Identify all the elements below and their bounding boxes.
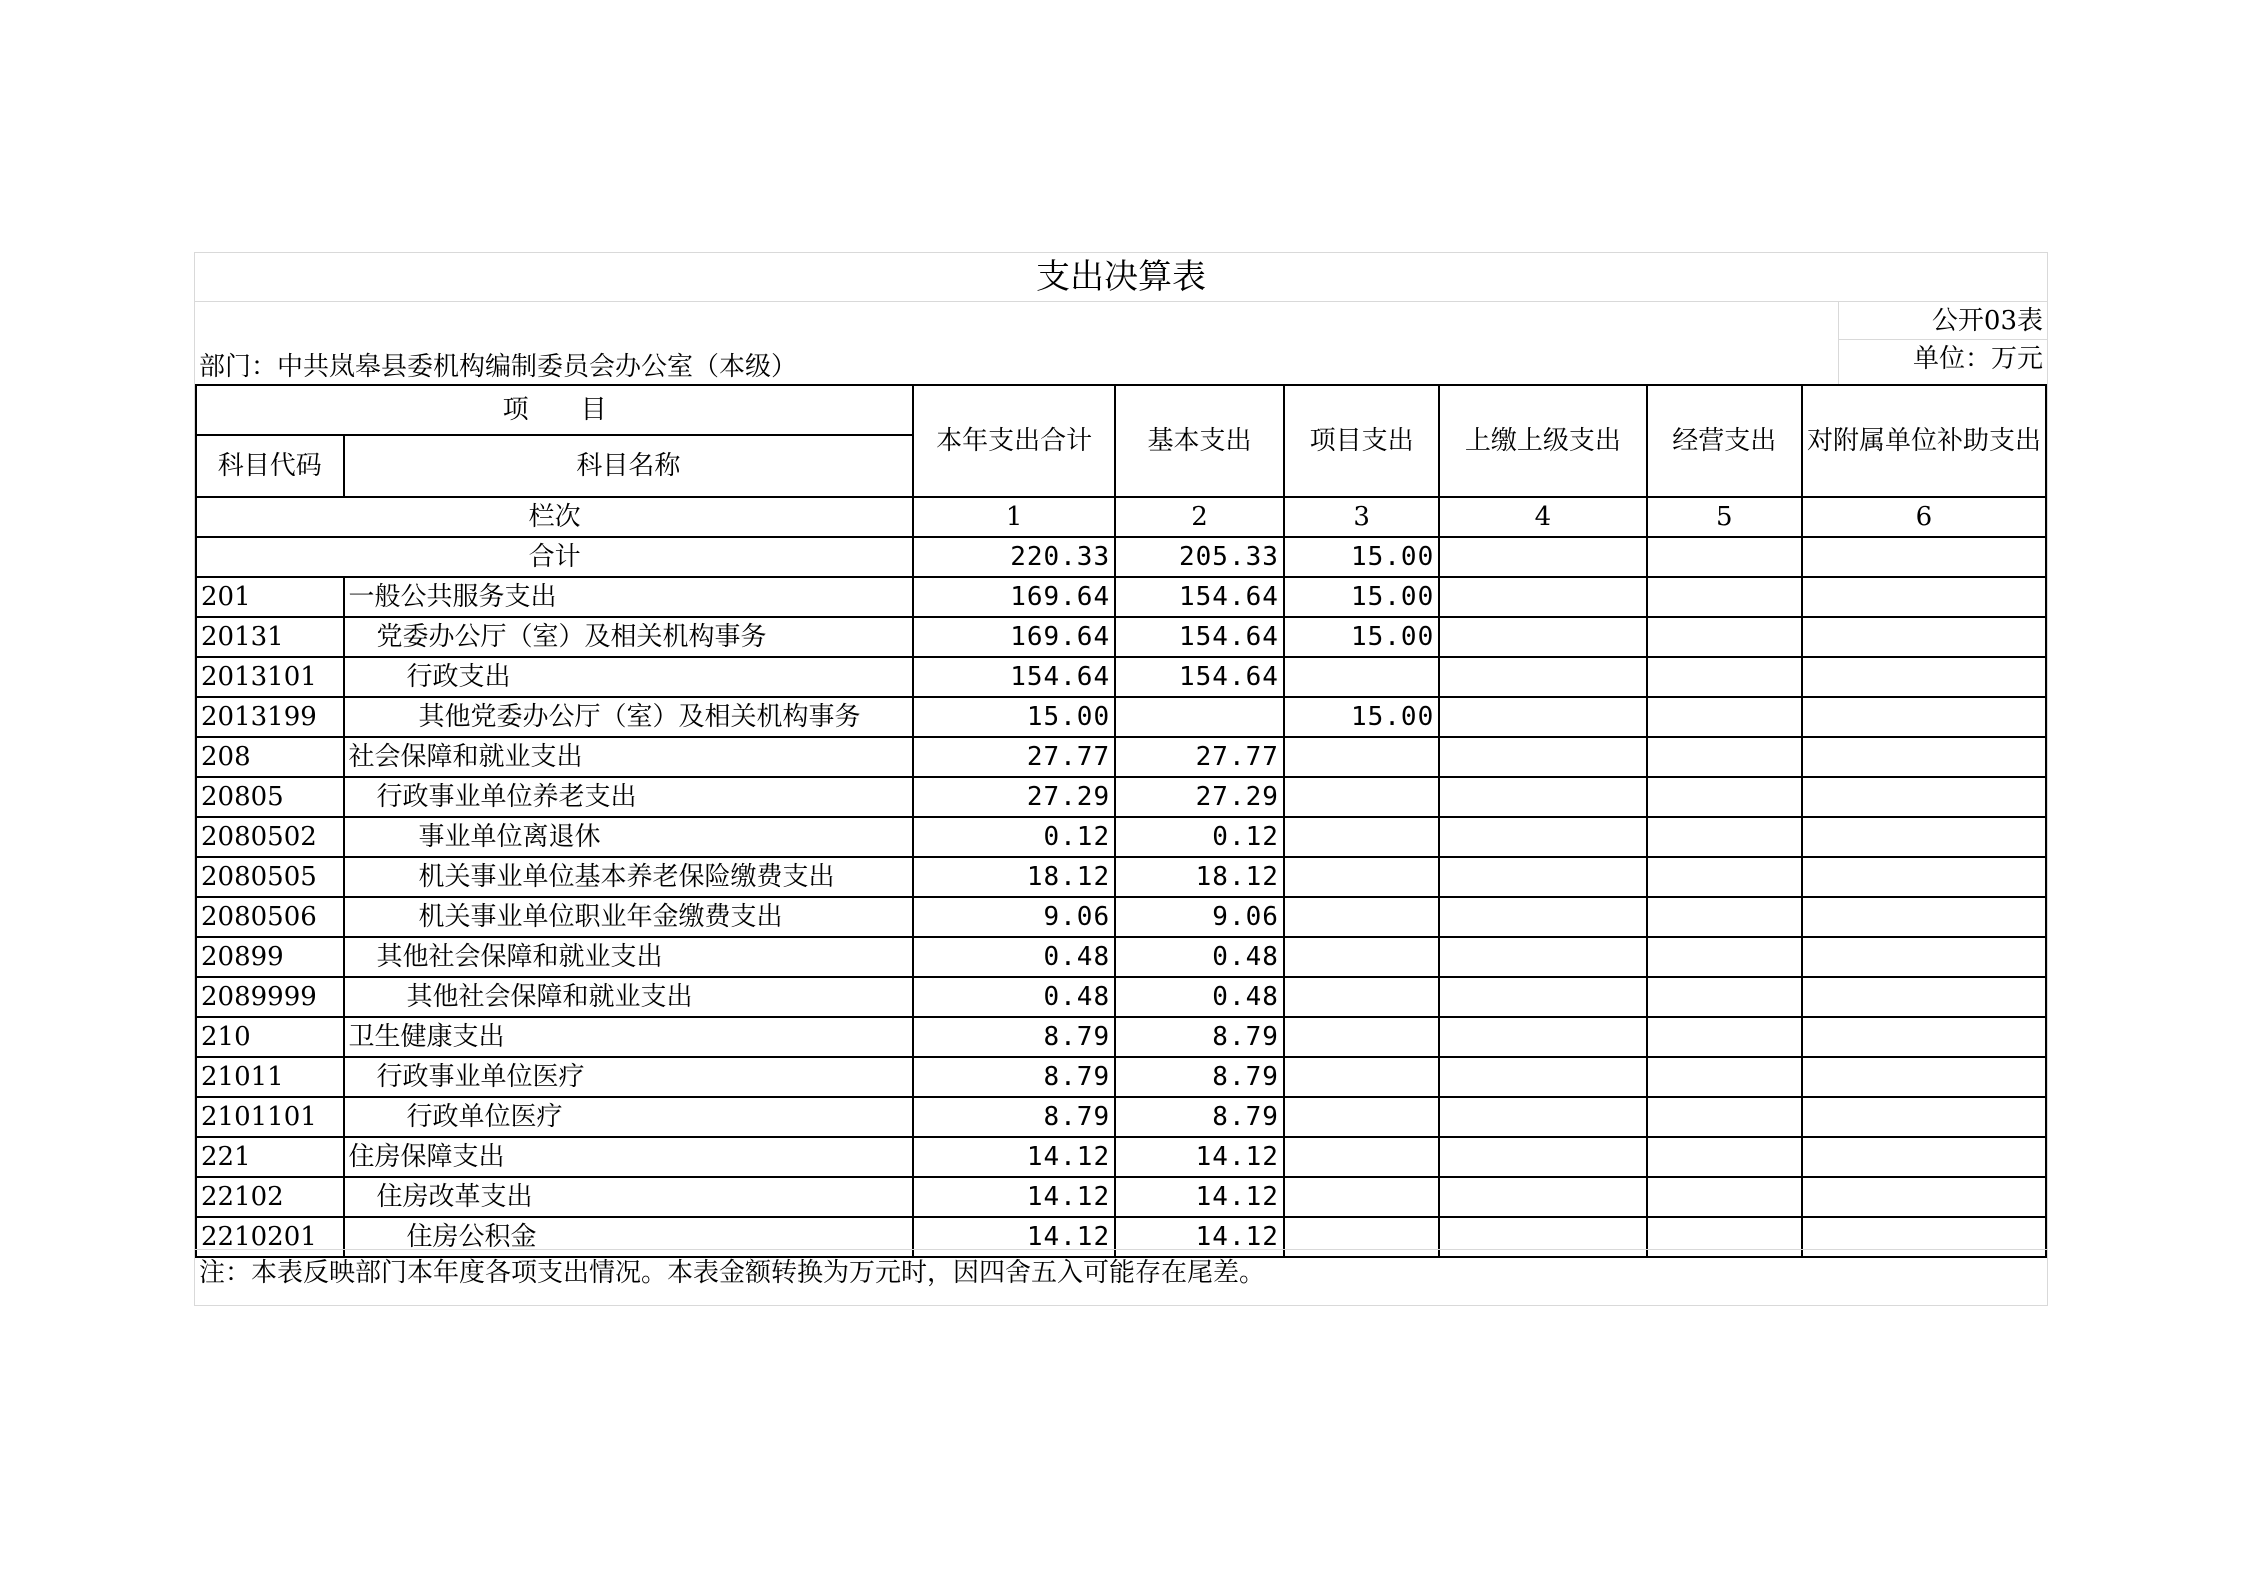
- subject-name: 社会保障和就业支出: [344, 737, 914, 777]
- amount-cell: 8.79: [1115, 1057, 1284, 1097]
- amount-cell: [1802, 977, 2046, 1017]
- table-row: [196, 817, 2046, 857]
- amount-cell: [1439, 977, 1646, 1017]
- footnote: 注：本表反映部门本年度各项支出情况。本表金额转换为万元时，因四舍五入可能存在尾差。: [199, 1258, 1266, 1288]
- amount-cell: [1802, 657, 2046, 697]
- amount-cell: [1802, 1137, 2046, 1177]
- subject-name: 住房公积金: [344, 1217, 914, 1257]
- amount-cell: [1284, 657, 1439, 697]
- amount-cell: [1647, 817, 1802, 857]
- amount-cell: [1647, 937, 1802, 977]
- amount-cell: [1284, 1017, 1439, 1057]
- total-value: [1647, 537, 1802, 577]
- amount-cell: [1115, 697, 1284, 737]
- subject-name: 其他社会保障和就业支出: [344, 977, 914, 1017]
- amount-cell: 14.12: [913, 1177, 1115, 1217]
- amount-cell: [1647, 1097, 1802, 1137]
- total-value: 205.33: [1115, 537, 1284, 577]
- amount-cell: [1439, 1097, 1646, 1137]
- amount-cell: 27.77: [1115, 737, 1284, 777]
- subject-code: 208: [196, 737, 344, 777]
- amount-cell: [1802, 617, 2046, 657]
- table-row: [196, 1057, 2046, 1097]
- form-number: 公开03表: [1931, 306, 2043, 336]
- header-business: 经营支出: [1647, 385, 1802, 497]
- amount-cell: 154.64: [1115, 657, 1284, 697]
- amount-cell: 0.48: [1115, 937, 1284, 977]
- amount-cell: [1647, 1137, 1802, 1177]
- amount-cell: [1647, 697, 1802, 737]
- subject-code: 2210201: [196, 1217, 344, 1257]
- subject-name: 住房保障支出: [344, 1137, 914, 1177]
- table-row: [196, 1217, 2046, 1257]
- amount-cell: [1439, 737, 1646, 777]
- amount-cell: 14.12: [913, 1217, 1115, 1257]
- amount-cell: [1439, 937, 1646, 977]
- amount-cell: [1439, 1017, 1646, 1057]
- amount-cell: [1647, 777, 1802, 817]
- department-label: 部门：中共岚皋县委机构编制委员会办公室（本级）: [199, 352, 798, 382]
- amount-cell: [1439, 657, 1646, 697]
- expenditure-table: [195, 384, 2047, 1258]
- amount-cell: [1284, 1097, 1439, 1137]
- subject-code: 2080506: [196, 897, 344, 937]
- amount-cell: [1439, 777, 1646, 817]
- subject-name: 卫生健康支出: [344, 1017, 914, 1057]
- subject-code: 2013101: [196, 657, 344, 697]
- amount-cell: 15.00: [1284, 617, 1439, 657]
- amount-cell: [1439, 897, 1646, 937]
- amount-cell: 9.06: [1115, 897, 1284, 937]
- amount-cell: [1802, 1097, 2046, 1137]
- amount-cell: 8.79: [913, 1017, 1115, 1057]
- amount-cell: [1802, 737, 2046, 777]
- amount-cell: [1802, 897, 2046, 937]
- column-index-cell: 1: [913, 497, 1115, 537]
- amount-cell: [1647, 1177, 1802, 1217]
- header-project: 项 目: [196, 385, 913, 435]
- amount-cell: [1802, 577, 2046, 617]
- amount-cell: [1284, 1137, 1439, 1177]
- amount-cell: [1647, 1057, 1802, 1097]
- amount-cell: [1284, 1217, 1439, 1257]
- header-code: 科目代码: [196, 435, 344, 497]
- table-row: [196, 617, 2046, 657]
- table-row: [196, 977, 2046, 1017]
- header-upper: 上缴上级支出: [1439, 385, 1646, 497]
- subject-code: 20899: [196, 937, 344, 977]
- subject-name: 行政事业单位养老支出: [344, 777, 914, 817]
- amount-cell: 0.48: [913, 937, 1115, 977]
- amount-cell: [1647, 857, 1802, 897]
- subject-code: 201: [196, 577, 344, 617]
- subject-code: 2080502: [196, 817, 344, 857]
- amount-cell: 27.29: [913, 777, 1115, 817]
- unit-label: 单位：万元: [1912, 344, 2043, 374]
- amount-cell: [1647, 617, 1802, 657]
- amount-cell: 8.79: [1115, 1097, 1284, 1137]
- amount-cell: [1802, 1057, 2046, 1097]
- amount-cell: [1284, 977, 1439, 1017]
- total-value: [1439, 537, 1646, 577]
- amount-cell: 8.79: [913, 1057, 1115, 1097]
- amount-cell: [1284, 897, 1439, 937]
- amount-cell: 0.48: [1115, 977, 1284, 1017]
- subject-name: 一般公共服务支出: [344, 577, 914, 617]
- amount-cell: [1284, 857, 1439, 897]
- amount-cell: 8.79: [1115, 1017, 1284, 1057]
- amount-cell: 14.12: [1115, 1217, 1284, 1257]
- table-row: [196, 1137, 2046, 1177]
- table-row: [196, 737, 2046, 777]
- total-value: 220.33: [913, 537, 1115, 577]
- amount-cell: 8.79: [913, 1097, 1115, 1137]
- amount-cell: [1802, 1217, 2046, 1257]
- amount-cell: [1439, 697, 1646, 737]
- subject-name: 行政单位医疗: [344, 1097, 914, 1137]
- table-row: [196, 1177, 2046, 1217]
- amount-cell: 14.12: [1115, 1137, 1284, 1177]
- subject-name: 事业单位离退休: [344, 817, 914, 857]
- amount-cell: 14.12: [1115, 1177, 1284, 1217]
- subject-code: 20131: [196, 617, 344, 657]
- amount-cell: [1439, 1137, 1646, 1177]
- amount-cell: [1439, 1057, 1646, 1097]
- note-divider: [195, 1249, 2047, 1250]
- amount-cell: 0.48: [913, 977, 1115, 1017]
- column-index-cell: 5: [1647, 497, 1802, 537]
- amount-cell: [1647, 737, 1802, 777]
- subject-code: 20805: [196, 777, 344, 817]
- column-index-cell: 2: [1115, 497, 1284, 537]
- subject-name: 住房改革支出: [344, 1177, 914, 1217]
- amount-cell: [1439, 577, 1646, 617]
- subject-name: 行政事业单位医疗: [344, 1057, 914, 1097]
- amount-cell: 27.29: [1115, 777, 1284, 817]
- amount-cell: 0.12: [913, 817, 1115, 857]
- amount-cell: [1647, 977, 1802, 1017]
- subject-name: 机关事业单位职业年金缴费支出: [344, 897, 914, 937]
- total-row-label: 合计: [196, 537, 913, 577]
- subject-code: 2013199: [196, 697, 344, 737]
- amount-cell: [1802, 1017, 2046, 1057]
- expenditure-sheet: [194, 252, 2048, 1306]
- subject-code: 2080505: [196, 857, 344, 897]
- subject-code: 221: [196, 1137, 344, 1177]
- amount-cell: [1647, 657, 1802, 697]
- column-index-cell: 6: [1802, 497, 2046, 537]
- amount-cell: [1284, 1177, 1439, 1217]
- amount-cell: 154.64: [913, 657, 1115, 697]
- amount-cell: [1802, 777, 2046, 817]
- subject-code: 210: [196, 1017, 344, 1057]
- total-value: [1802, 537, 2046, 577]
- amount-cell: 18.12: [1115, 857, 1284, 897]
- total-value: 15.00: [1284, 537, 1439, 577]
- subject-name: 机关事业单位基本养老保险缴费支出: [344, 857, 914, 897]
- table-row: [196, 697, 2046, 737]
- amount-cell: [1647, 1217, 1802, 1257]
- column-index-cell: 4: [1439, 497, 1646, 537]
- header-basic: 基本支出: [1115, 385, 1284, 497]
- subject-name: 其他党委办公厅（室）及相关机构事务: [344, 697, 914, 737]
- subject-code: 21011: [196, 1057, 344, 1097]
- amount-cell: 0.12: [1115, 817, 1284, 857]
- amount-cell: 14.12: [913, 1137, 1115, 1177]
- amount-cell: [1439, 1217, 1646, 1257]
- amount-cell: [1284, 1057, 1439, 1097]
- amount-cell: 154.64: [1115, 617, 1284, 657]
- amount-cell: 169.64: [913, 577, 1115, 617]
- sheet-title: 支出决算表: [195, 253, 2047, 302]
- table-row: [196, 777, 2046, 817]
- table-row: [196, 897, 2046, 937]
- column-index-label: 栏次: [196, 497, 913, 537]
- amount-cell: [1647, 897, 1802, 937]
- amount-cell: [1439, 857, 1646, 897]
- amount-cell: [1802, 817, 2046, 857]
- form-info-divider: [1838, 339, 2048, 340]
- amount-cell: 15.00: [1284, 697, 1439, 737]
- amount-cell: [1802, 1177, 2046, 1217]
- amount-cell: [1802, 697, 2046, 737]
- subject-code: 2101101: [196, 1097, 344, 1137]
- amount-cell: 154.64: [1115, 577, 1284, 617]
- amount-cell: [1284, 777, 1439, 817]
- amount-cell: [1439, 817, 1646, 857]
- subject-name: 党委办公厅（室）及相关机构事务: [344, 617, 914, 657]
- subject-name: 行政支出: [344, 657, 914, 697]
- table-row: [196, 657, 2046, 697]
- amount-cell: 15.00: [913, 697, 1115, 737]
- amount-cell: 18.12: [913, 857, 1115, 897]
- column-index-cell: 3: [1284, 497, 1439, 537]
- subject-code: 22102: [196, 1177, 344, 1217]
- amount-cell: 27.77: [913, 737, 1115, 777]
- amount-cell: [1802, 857, 2046, 897]
- amount-cell: [1647, 577, 1802, 617]
- amount-cell: 15.00: [1284, 577, 1439, 617]
- header-project-expenditure: 项目支出: [1284, 385, 1439, 497]
- table-row: [196, 937, 2046, 977]
- subject-code: 2089999: [196, 977, 344, 1017]
- table-row: [196, 857, 2046, 897]
- header-name: 科目名称: [344, 435, 914, 497]
- header-subsidy: 对附属单位补助支出: [1802, 385, 2046, 497]
- subject-name: 其他社会保障和就业支出: [344, 937, 914, 977]
- table-row: [196, 1017, 2046, 1057]
- amount-cell: [1284, 937, 1439, 977]
- amount-cell: [1647, 1017, 1802, 1057]
- amount-cell: [1284, 817, 1439, 857]
- amount-cell: [1439, 1177, 1646, 1217]
- header-total: 本年支出合计: [913, 385, 1115, 497]
- amount-cell: 169.64: [913, 617, 1115, 657]
- amount-cell: [1802, 937, 2046, 977]
- table-row: [196, 577, 2046, 617]
- amount-cell: 9.06: [913, 897, 1115, 937]
- amount-cell: [1284, 737, 1439, 777]
- amount-cell: [1439, 617, 1646, 657]
- table-row: [196, 1097, 2046, 1137]
